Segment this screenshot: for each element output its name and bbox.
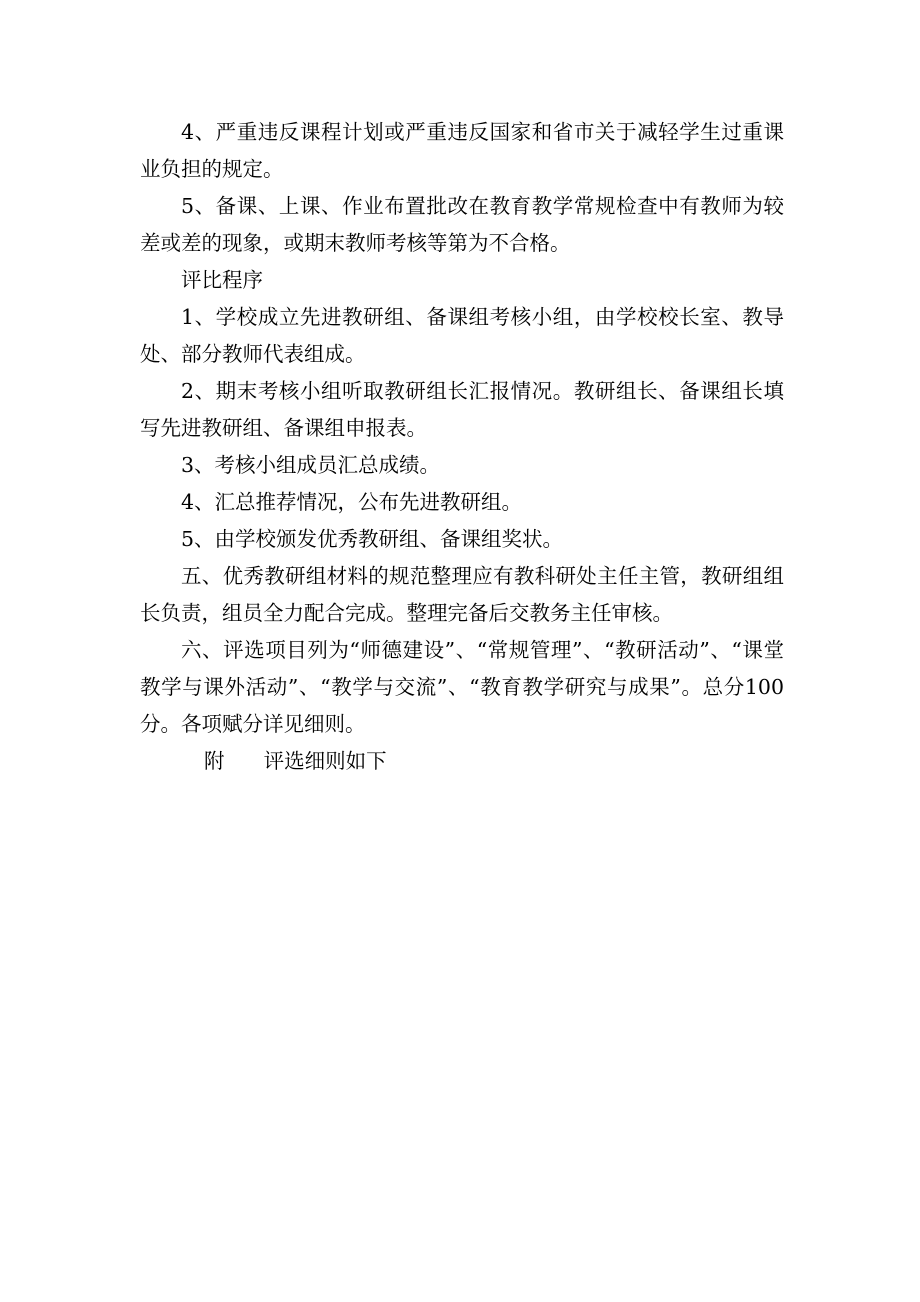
section-five-paragraph: 五、优秀教研组材料的规范整理应有教科研处主任主管，教研组组长负责，组员全力配合完成。整理完备后交教务主任审核。 (140, 564, 784, 625)
attachment-line (140, 743, 784, 780)
section-heading-evaluation-procedure: 评比程序 (181, 268, 263, 292)
procedure-step-3: 3、考核小组成员汇总成绩。 (181, 453, 441, 477)
paragraph-item-4: 4、严重违反课程计划或严重违反国家和省市关于减轻学生过重课业负担的规定。 (140, 120, 784, 181)
attachment-label: 附 (204, 749, 225, 773)
document-body (140, 114, 784, 780)
procedure-step-5: 5、由学校颁发优秀教研组、备课组奖状。 (181, 527, 564, 551)
attachment-title: 评选细则如下 (263, 749, 387, 773)
section-six-paragraph: 六、评选项目列为“师德建设”、“常规管理”、“教研活动”、“课堂教学与课外活动”、“教学与交流”、“教育教学研究与成果”。总分100分。各项赋分详见细则。 (140, 638, 784, 736)
procedure-step-1: 1、学校成立先进教研组、备课组考核小组，由学校校长室、教导处、部分教师代表组成。 (140, 305, 784, 366)
procedure-step-4: 4、汇总推荐情况，公布先进教研组。 (181, 490, 523, 514)
paragraph-item-5: 5、备课、上课、作业布置批改在教育教学常规检查中有教师为较差或差的现象，或期末教师考核等第为不合格。 (140, 194, 784, 255)
procedure-step-2: 2、期末考核小组听取教研组长汇报情况。教研组长、备课组长填写先进教研组、备课组申报表。 (140, 379, 784, 440)
